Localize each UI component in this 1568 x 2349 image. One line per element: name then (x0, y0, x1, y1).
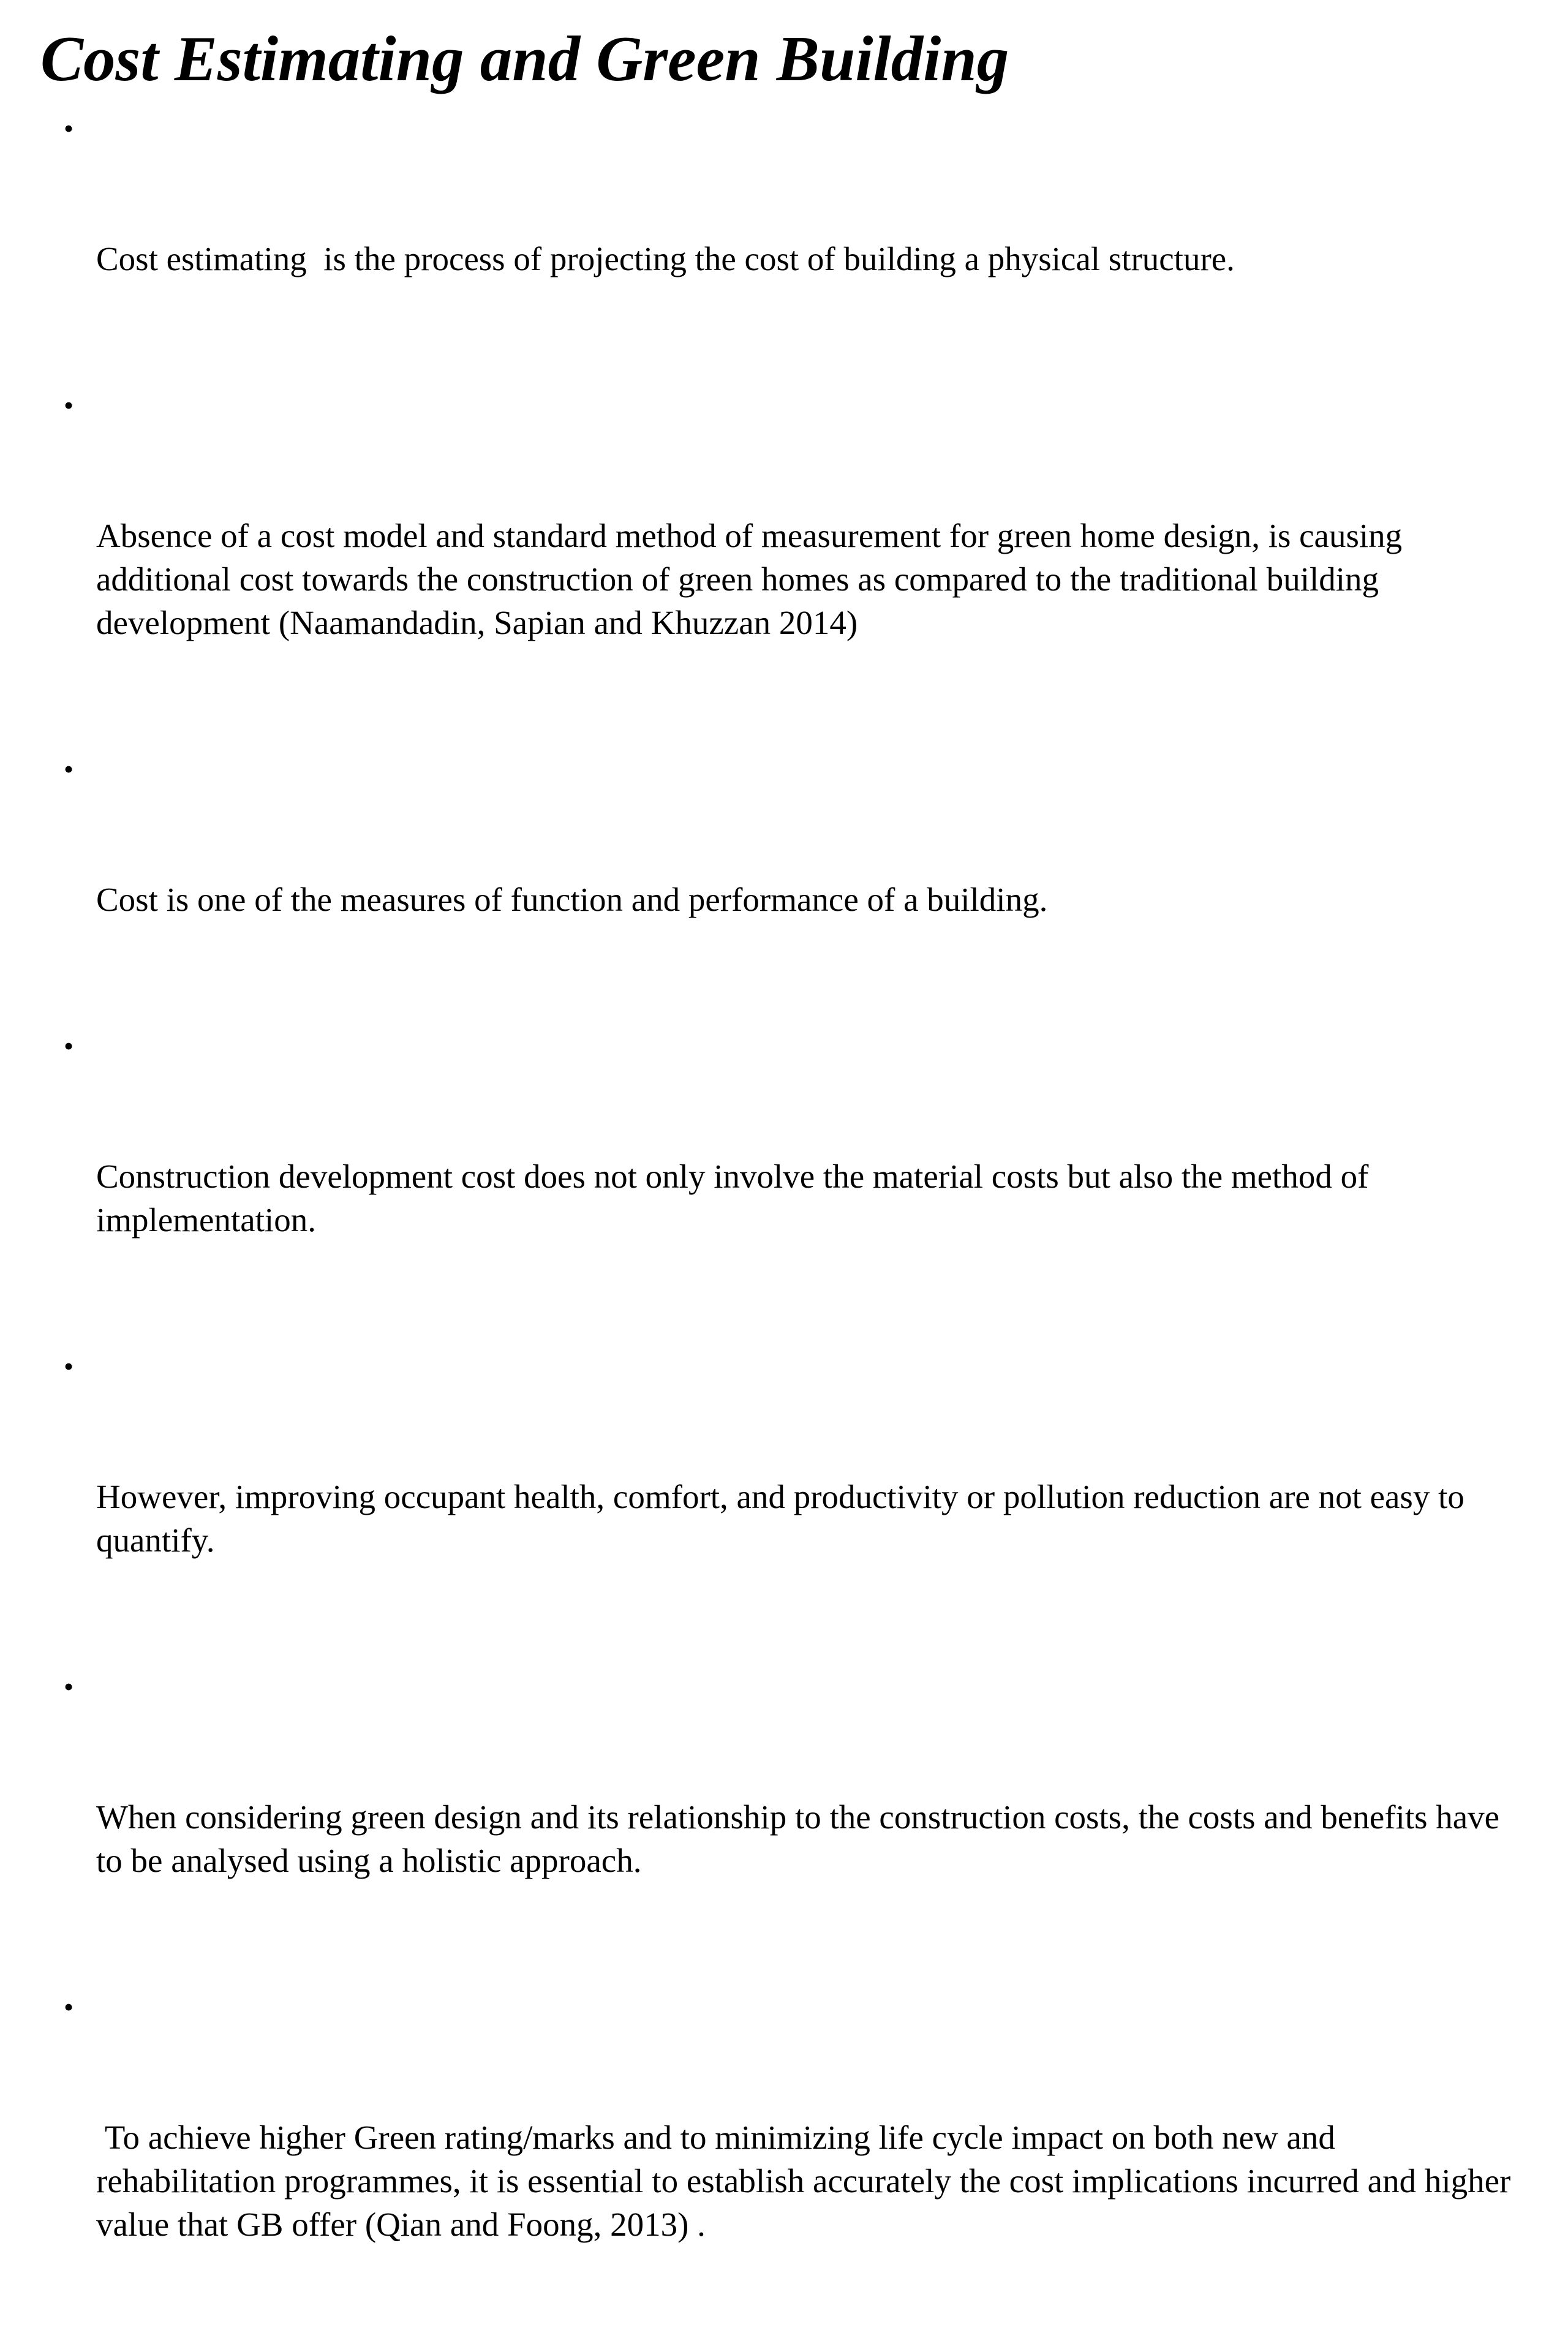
bullet-item (0, 1024, 1519, 1329)
bullet-text: Absence of a cost model and standard method of measurement for green home design, is causing additional cost towards the construction of green homes as compared to the traditional building development (Naamandadin, Sapian and Khuzzan 2014) (96, 517, 1411, 641)
bullet-item (0, 383, 1519, 731)
bullet-icon: • (64, 1991, 74, 2023)
bullet-item (0, 1344, 1519, 1649)
bullet-text: When considering green design and its relationship to the construction costs, the costs and benefits have to be analysed using a holistic approach. (96, 1798, 1508, 1879)
bullet-icon: • (64, 390, 74, 421)
bullet-item (0, 1985, 1519, 2333)
bullet-text: Cost is one of the measures of function and performance of a building. (96, 881, 1048, 918)
bullet-icon: • (64, 1030, 74, 1061)
bullet-icon: • (64, 753, 74, 785)
bullet-text: However, improving occupant health, comfort, and productivity or pollution reduction are not easy to quantify. (96, 1478, 1473, 1559)
bullet-text: Construction development cost does not only involve the material costs but also the method of implementation. (96, 1158, 1378, 1239)
bullet-item (0, 107, 1519, 368)
bullet-item (0, 747, 1519, 1008)
bullet-item (0, 1665, 1519, 1969)
slide-title: Cost Estimating and Green Building (40, 23, 1009, 94)
bullet-text: To achieve higher Green rating/marks and to minimizing life cycle impact on both new and rehabilitation programmes, it is essential to establish accurately the cost implications incurred and higher value that GB offer (Qian and Foong, 2013) . (96, 2119, 1520, 2243)
bullet-text: Cost estimating is the process of projecting the cost of building a physical structure. (96, 240, 1235, 277)
bullet-list (0, 107, 1519, 2349)
bullet-icon: • (64, 1671, 74, 1702)
bullet-icon: • (64, 1351, 74, 1382)
bullet-icon: • (64, 113, 74, 144)
